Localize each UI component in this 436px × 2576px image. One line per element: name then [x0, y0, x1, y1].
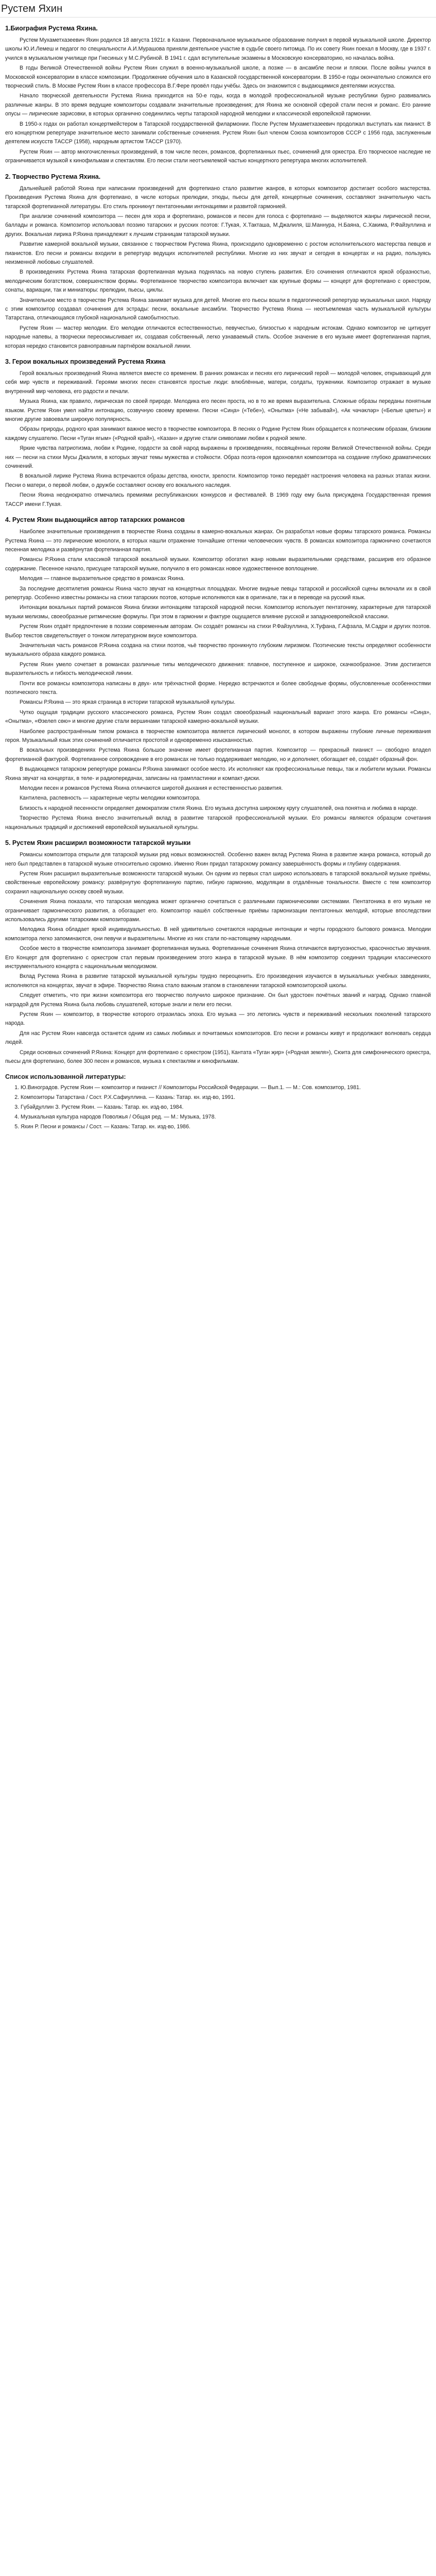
- paragraph: Рустем Мухаметхазеевич Яхин родился 18 августа 1921г. в Казани. Первоначальное музыкальное образование получил в первой музыкальной школе. Директор школы Ю.И.Лемеш и педагог по специальности А.И.Мурашова приняли деятельное участие в судьбе своего питомца. По их совету Яхин поехал в Москву, где в 1937 г. учился в музыкальном училище при Гнесиных у М.С.Рубиной. В 1941 г. сдал вступительные экзамены в Московскую консерваторию, но началась война.: [5, 37, 431, 61]
- paragraph: Почти все романсы композитора написаны в двух- или трёхчастной форме. Нередко встречаются и более свободные формы, обусловленные особенностями поэтического текста.: [5, 680, 431, 696]
- paragraph: Особое место в творчестве композитора занимает фортепианная музыка. Фортепианные сочинения Яхина отличаются виртуозностью, красочностью звучания. Его Концерт для фортепиано с оркестром стал первым произведением этого жанра в татарской музыке. В нём композитор соединил традиции классического инструментального концерта с национальным мелодизмом.: [5, 945, 431, 970]
- paragraph: Интонации вокальных партий романсов Яхина близки интонациям татарской народной песни. Композитор использует пентатонику, характерные для татарской музыки мелизмы, своеобразные ритмические формулы. При этом в гармонии и фактуре ощущается влияние русской и западноевропейской классики.: [5, 604, 431, 620]
- literature-list: [5, 1083, 431, 1131]
- section-5: [0, 839, 436, 1066]
- paragraph: В произведениях Рустема Яхина татарская фортепианная музыка поднялась на новую ступень развития. Его сочинения отличаются яркой образностью, мелодическим богатством, совершенством формы. Фортепианное творчество композитора включает как крупные формы — концерт для фортепиано с оркестром, сонаты, вариации, так и миниатюры: прелюдии, пьесы, циклы.: [5, 269, 431, 294]
- paragraph: Наиболее значительные произведения в творчестве Яхина созданы в камерно-вокальных жанрах. Он разработал новые формы татарского романса. Романсы Рустема Яхина — это лирические монологи, в которых нашли отражение тончайшие оттенки человеческих чувств. В романсах композитора гармонично сочетаются песенная мелодика и развёрнутая фортепианная партия.: [5, 529, 431, 553]
- paragraph: Рустем Яхин — автор многочисленных произведений, в том числе песен, романсов, фортепианных пьес, сочинений для оркестра. Его творческое наследие не ограничивается музыкой к кинофильмам и спектаклям. Его песни стали неотъемлемой частью концертного репертуара многих исполнителей.: [5, 148, 431, 164]
- literature-item: 3. Гүбәйдуллин З. Рустем Яхин. — Казань: Татар. кн. изд-во, 1984.: [21, 1103, 431, 1112]
- literature-item: 5. Яхин Р. Песни и романсы / Сост. — Казань: Татар. кн. изд-во, 1986.: [21, 1123, 431, 1131]
- content: [0, 25, 436, 1131]
- paragraph: Романсы композитора открыли для татарской музыки ряд новых возможностей. Особенно важен вклад Рустема Яхина в развитие жанра романса, который до него был представлен в татарской музыке относительно скромно. Именно Яхин придал татарскому романсу завершённость формы и глубину содержания.: [5, 852, 431, 867]
- paragraph: Рустем Яхин — мастер мелодии. Его мелодии отличаются естественностью, певучестью, близостью к народным истокам. Однако композитор не цитирует народные напевы, а творчески переосмысливает их, создавая собственный, легко узнаваемый стиль. Особое значение в его музыке имеет фортепианная партия, которая нередко становится равноправным партнёром вокальной линии.: [5, 325, 431, 349]
- paragraph: В 1950-х годах он работал концертмейстером в Татарской государственной филармонии. После Рустем Мухаметхазеевич продолжал выступать как пианист. В его концертном репертуаре значительное место занимали собственные сочинения. Рустем Яхин был членом Союза композиторов СССР с 1956 года, заслуженным деятелем искусств ТАССР (1958), народным артистом ТАССР (1970).: [5, 121, 431, 145]
- paragraph: В выдающемся татарском репертуаре романсы Р.Яхина занимают особое место. Их исполняют как профессиональные певцы, так и любители музыки. Романсы Яхина звучат на концертах, в теле- и радиопередачах, записаны на грампластинки и компакт-диски.: [5, 766, 431, 782]
- literature-item: 4. Музыкальная культура народов Поволжья / Общая ред. — М.: Музыка, 1978.: [21, 1113, 431, 1122]
- paragraph: За последние десятилетия романсы Яхина часто звучат на концертных площадках. Многие видные певцы татарской и российской сцены включали их в свой репертуар. Особенно известны романсы на стихи татарских поэтов, которые исполняются как в оригинале, так и в переводе на русский язык.: [5, 585, 431, 601]
- paragraph: Вклад Рустема Яхина в развитие татарской музыкальной культуры трудно переоценить. Его произведения изучаются в музыкальных учебных заведениях, исполняются на концертах, звучат в эфире. Творчество Яхина стало важным этапом в становлении татарской композиторской школы.: [5, 973, 431, 989]
- page-title: Рустем Яхин: [0, 0, 436, 18]
- paragraph: При анализе сочинений композитора — песен для хора и фортепиано, романсов и песен для голоса с фортепиано — выделяются жанры лирической песни, баллады и романса. Композитор использовал поэзию татарских и русских поэтов: Г.Тукая, Х.Такташа, М.Джалиля, Ш.Маннура, Н.Баяна, С.Хакима, Р.Файзуллина и других. Вокальная лирика Р.Яхина принадлежит к лучшим страницам татарской музыки.: [5, 213, 431, 238]
- paragraph: Сочинения Яхина показали, что татарская мелодика может органично сочетаться с различными гармоническими системами. Пентатоника в его музыке не ограничивает гармонического развития, а обогащает его. Композитор нашёл собственные приёмы гармонизации пентатонных мелодий, которые впоследствии использовались другими татарскими композиторами.: [5, 899, 431, 923]
- paragraph: В годы Великой Отечественной войны Рустем Яхин служил в военно-музыкальной школе, а позже — в ансамбле песни и пляски. После войны учился в Московской консерватории в классе композиции. Продолжение обучения шло в Казанской государственной консерватории. В 1950-е годы окончательно сложился его творческий стиль. В Москве Рустем Яхин в классе профессора В.Г.Фере провёл годы учёбы. Здесь он знакомится с выдающимися деятелями искусства.: [5, 65, 431, 90]
- paragraph: Рустем Яхин умело сочетает в романсах различные типы мелодического движения: плавное, поступенное и широкое, скачкообразное. Этим достигается выразительность и гибкость мелодической линии.: [5, 661, 431, 677]
- paragraph: Песни Яхина неоднократно отмечались премиями республиканских конкурсов и фестивалей. В 1969 году ему была присуждена Государственная премия ТАССР имени Г.Тукая.: [5, 492, 431, 507]
- paragraph: Дальнейшей работой Яхина при написании произведений для фортепиано стало развитие жанров, в которых композитор достигает особого мастерства. Произведения Рустема Яхина для фортепиано, в числе которых прелюдии, этюды, пьесы для детей, концертные сочинения, составляют значительную часть татарской фортепианной литературы. Его стиль проникнут пентатонными интонациями и развитой гармонией.: [5, 185, 431, 210]
- literature-heading: Список использованной литературы:: [5, 1073, 126, 1081]
- paragraph: Кантилена, распевность — характерные черты мелодики композитора.: [20, 795, 201, 802]
- section-heading: 5. Рустем Яхин расширил возможности татарской музыки: [5, 839, 191, 847]
- paragraph: Чутко ощущая традиции русского классического романса, Рустем Яхин создал своеобразный национальный вариант этого жанра. Его романсы «Сиңа», «Онытма», «Өзелеп сөю» и многие другие стали вершинами татарской камерно-вокальной музыки.: [5, 709, 431, 725]
- paragraph: Наиболее распространённым типом романса в творчестве композитора является лирический монолог, в котором выражены глубокие личные переживания героя. Музыкальный язык этих сочинений отличается простотой и одновременно изысканностью.: [5, 728, 431, 744]
- paragraph: В вокальных произведениях Рустема Яхина большое значение имеет фортепианная партия. Композитор — прекрасный пианист — свободно владел фортепианной фактурой. Фортепианное сопровождение в его романсах не только поддерживает мелодию, но и дополняет, обогащает её, создаёт образный фон.: [5, 747, 431, 762]
- paragraph: Близость к народной песенности определяет демократизм стиля Яхина. Его музыка доступна широкому кругу слушателей, она понятна и любима в народе.: [20, 805, 418, 811]
- paragraph: Музыка Яхина, как правило, лирическая по своей природе. Мелодика его песен проста, но в то же время выразительна. Сложные образы переданы понятным языком. Рустем Яхин умел найти интонацию, созвучную своему времени. Песни «Сиңа» («Тебе»), «Онытма» («Не забывай»), «Ак чәчәкләр» («Белые цветы») и многие другие завоевали широкую популярность.: [5, 398, 431, 423]
- literature-item: 2. Композиторы Татарстана / Сост. Р.Х.Сафиуллина. — Казань: Татар. кн. изд-во, 1991.: [21, 1093, 431, 1102]
- paragraph: Мелодика Яхина обладает яркой индивидуальностью. В ней удивительно сочетаются народные интонации и черты городского бытового романса. Мелодии композитора легко запоминаются, они певучи и выразительны. Многие из них стали по-настоящему народными.: [5, 926, 431, 942]
- paragraph: Образы природы, родного края занимают важное место в творчестве композитора. В песнях о Родине Рустем Яхин обращается к поэтическим образам, близким каждому слушателю. Песни «Туган ягым» («Родной край»), «Казан» и другие стали символами любви к родной земле.: [5, 426, 431, 442]
- paragraph: Следует отметить, что при жизни композитора его творчество получило широкое признание. Он был удостоен почётных званий и наград. Однако главной наградой для Рустема Яхина была любовь слушателей, которые знали и пели его песни.: [5, 992, 431, 1008]
- section-heading: 2. Творчество Рустема Яхина.: [5, 173, 101, 180]
- paragraph: Герой вокальных произведений Яхина является вместе со временем. В ранних романсах и песнях его лирический герой — молодой человек, открывающий для себя мир чувств и переживаний. Героями многих песен становятся простые люди: влюблённые, матери, солдаты, труженики. Композитор отражает в музыке внутренний мир человека, его радости и печали.: [5, 370, 431, 395]
- paragraph: Начало творческой деятельности Рустема Яхина приходится на 50-е годы, когда в молодой профессиональной музыке республики бурно развивались различные жанры. В это время ведущие композиторы создавали значительные произведения; для Яхина же основной сферой стали песня и романс. Его ранние опусы — лирические зарисовки, в которых органично соединились черты татарской народной мелодики и классической европейской гармонии.: [5, 93, 431, 117]
- paragraph: Значительная часть романсов Р.Яхина создана на стихи поэтов, чьё творчество проникнуто глубоким лиризмом. Поэтические тексты определяют особенности музыкального образа каждого романса.: [5, 642, 431, 658]
- section-4: [0, 516, 436, 832]
- literature-section: [0, 1073, 436, 1131]
- paragraph: Развитие камерной вокальной музыки, связанное с творчеством Рустема Яхина, происходило одновременно с ростом исполнительского мастерства певцов и пианистов. Его песни и романсы входили в репертуар ведущих исполнителей республики. Многие из них звучат и сегодня в концертах и на радио, пользуясь неизменной любовью слушателей.: [5, 241, 431, 265]
- paragraph: Яркие чувства патриотизма, любви к Родине, гордости за свой народ выражены в произведениях, посвящённых героям Великой Отечественной войны. Среди них — песни на стихи Мусы Джалиля, в которых звучат темы мужества и стойкости. Образ поэта-героя вдохновлял композитора на создание глубоко драматических сочинений.: [5, 445, 431, 470]
- paragraph: Мелодия — главное выразительное средство в романсах Яхина.: [20, 575, 185, 582]
- paragraph: Для нас Рустем Яхин навсегда останется одним из самых любимых и почитаемых композиторов. Его песни и романсы живут и продолжают волновать сердца людей.: [5, 1030, 431, 1046]
- section-heading: 1.Биография Рустема Яхина.: [5, 25, 98, 32]
- section-heading: 3. Герои вокальных произведений Рустема Яхина: [5, 358, 166, 365]
- paragraph: Среди основных сочинений Р.Яхина: Концерт для фортепиано с оркестром (1951), Кантата «Туган җир» («Родная земля»), Сюита для симфонического оркестра, пьесы для фортепиано, более 300 песен и романсов, музыка к спектаклям и кинофильмам.: [5, 1049, 431, 1065]
- paragraph: Рустем Яхин отдаёт предпочтение в поэзии современным авторам. Он создаёт романсы на стихи Р.Файзуллина, Х.Туфана, Г.Афзала, М.Садри и других поэтов. Выбор текстов свидетельствует о тонком литературном вкусе композитора.: [5, 623, 431, 639]
- paragraph: Рустем Яхин — композитор, в творчестве которого отразилась эпоха. Его музыка — это летопись чувств и переживаний нескольких поколений татарского народа.: [5, 1011, 431, 1027]
- paragraph: Мелодии песен и романсов Рустема Яхина отличаются широтой дыхания и естественностью развития.: [20, 785, 283, 792]
- section-1: [0, 25, 436, 166]
- paragraph: В вокальной лирике Рустема Яхина встречаются образы детства, юности, зрелости. Композитор тонко передаёт настроения человека на разных этапах жизни. Песни о матери, о первой любви, о дружбе составляют основу его вокального наследия.: [5, 473, 431, 488]
- literature-item: 1. Ю.Виноградов. Рустем Яхин — композитор и пианист // Композиторы Российской Федерации. — Вып.1. — М.: Сов. композитор, 1981.: [21, 1083, 431, 1092]
- paragraph: Значительное место в творчестве Рустема Яхина занимает музыка для детей. Многие его пьесы вошли в педагогический репертуар музыкальных школ. Наряду с этим композитор создавал сочинения для эстрады: песни, вокальные ансамбли. Творчество Рустема Яхина — неотъемлемая часть музыкальной культуры Татарстана, отличающаяся глубокой национальной самобытностью.: [5, 297, 431, 321]
- section-3: [0, 358, 436, 509]
- paragraph: Рустем Яхин расширил выразительные возможности татарской музыки. Он одним из первых стал широко использовать в татарской вокальной музыке приёмы, свойственные европейскому романсу: развёрнутую фортепианную партию, гибкую гармонию, модуляции в отдалённые тональности. Вместе с тем композитор сохранил национальную основу своей музыки.: [5, 870, 431, 895]
- section-2: [0, 173, 436, 351]
- paragraph: Романсы Р.Яхина — это яркая страница в истории татарской музыкальной культуры.: [20, 699, 236, 706]
- paragraph: Творчество Рустема Яхина внесло значительный вклад в развитие татарской профессиональной музыки. Его романсы являются образцом сочетания национальных традиций и достижений европейской музыкальной культуры.: [5, 815, 431, 831]
- section-heading: 4. Рустем Яхин выдающийся автор татарских романсов: [5, 516, 185, 524]
- paragraph: Романсы Р.Яхина стали классикой татарской вокальной музыки. Композитор обогатил жанр новыми выразительными средствами, расширив его образное содержание. Песенное начало, присущее татарской музыке, получило в его романсах новое художественное воплощение.: [5, 556, 431, 572]
